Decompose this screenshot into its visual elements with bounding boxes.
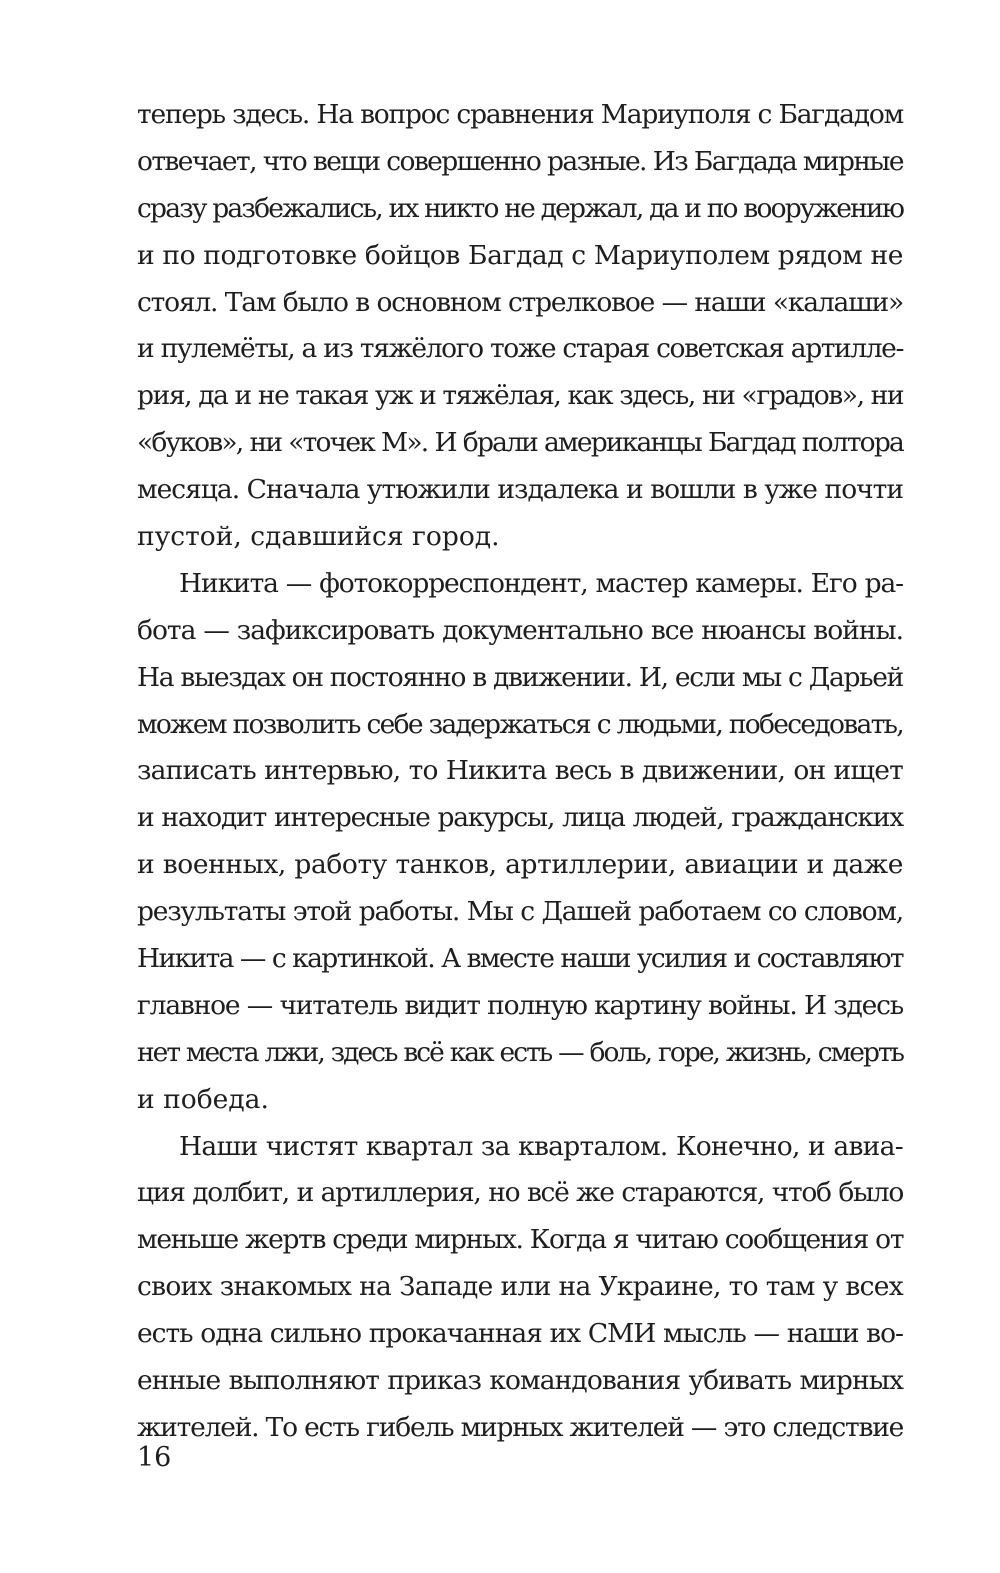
text-line: Наши чистят квартал за кварталом. Конечно, и авиа- [179, 1130, 903, 1162]
text-line: сразу разбежались, их никто не держал, да и по вооружению [137, 192, 904, 224]
text-line: нет места лжи, здесь всё как есть — боль, горе, жизнь, смерть [137, 1036, 903, 1068]
text-line: енные выполняют приказ командования убивать мирных [137, 1365, 903, 1397]
text-line: и пулемёты, а из тяжёлого тоже старая советская артилле- [137, 333, 903, 365]
text-line: своих знакомых на Западе или на Украине, то там у всех [137, 1271, 903, 1303]
text-line: главное — читатель видит полную картину войны. И здесь [137, 989, 903, 1021]
text-line: и военных, работу танков, артиллерии, авиации и даже [137, 849, 903, 881]
text-line: пустой, сдавшийся город. [137, 521, 500, 553]
text-line: и по подготовке бойцов Багдад с Мариуполем рядом не [137, 239, 903, 271]
text-line: отвечает, что вещи совершенно разные. Из Багдада мирные [137, 145, 903, 177]
text-line: рия, да и не такая уж и тяжёлая, как здесь, ни «градов», ни [137, 380, 904, 412]
text-line: записать интервью, то Никита весь в движении, он ищет [137, 755, 903, 787]
text-line: месяца. Сначала утюжили издалека и вошли в уже почти [137, 474, 903, 506]
text-line: есть одна сильно прокачанная их СМИ мысль — наши во- [137, 1318, 903, 1350]
text-line: меньше жертв среди мирных. Когда я читаю сообщения от [137, 1224, 904, 1256]
paragraph [137, 92, 903, 561]
paragraph [137, 561, 903, 1124]
text-line: На выездах он постоянно в движении. И, если мы с Дарьей [137, 661, 904, 693]
text-line: стоял. Там было в основном стрелковое — наши «калаши» [137, 286, 903, 318]
page-number: 16 [137, 1442, 172, 1473]
text-line: Никита — фотокорреспондент, мастер камеры. Его ра- [179, 567, 903, 599]
paragraph [137, 1124, 903, 1452]
text-line: ция долбит, и артиллерия, но всё же стараются, чтоб было [137, 1177, 903, 1209]
text-line: жителей. То есть гибель мирных жителей — это следствие [137, 1411, 904, 1443]
text-line: и победа. [137, 1083, 269, 1115]
text-line: можем позволить себе задержаться с людьми, побеседовать, [137, 708, 903, 740]
text-line: «буков», ни «точек М». И брали американцы Багдад полтора [137, 427, 903, 459]
text-line: и находит интересные ракурсы, лица людей, гражданских [137, 802, 903, 834]
text-line: результаты этой работы. Мы с Дашей работаем со словом, [137, 896, 903, 928]
body-text [137, 92, 903, 1452]
text-line: Никита — с картинкой. А вместе наши усилия и составляют [137, 943, 903, 975]
text-line: бота — зафиксировать документально все нюансы войны. [137, 614, 903, 646]
text-line: теперь здесь. На вопрос сравнения Мариуполя с Багдадом [137, 99, 903, 130]
